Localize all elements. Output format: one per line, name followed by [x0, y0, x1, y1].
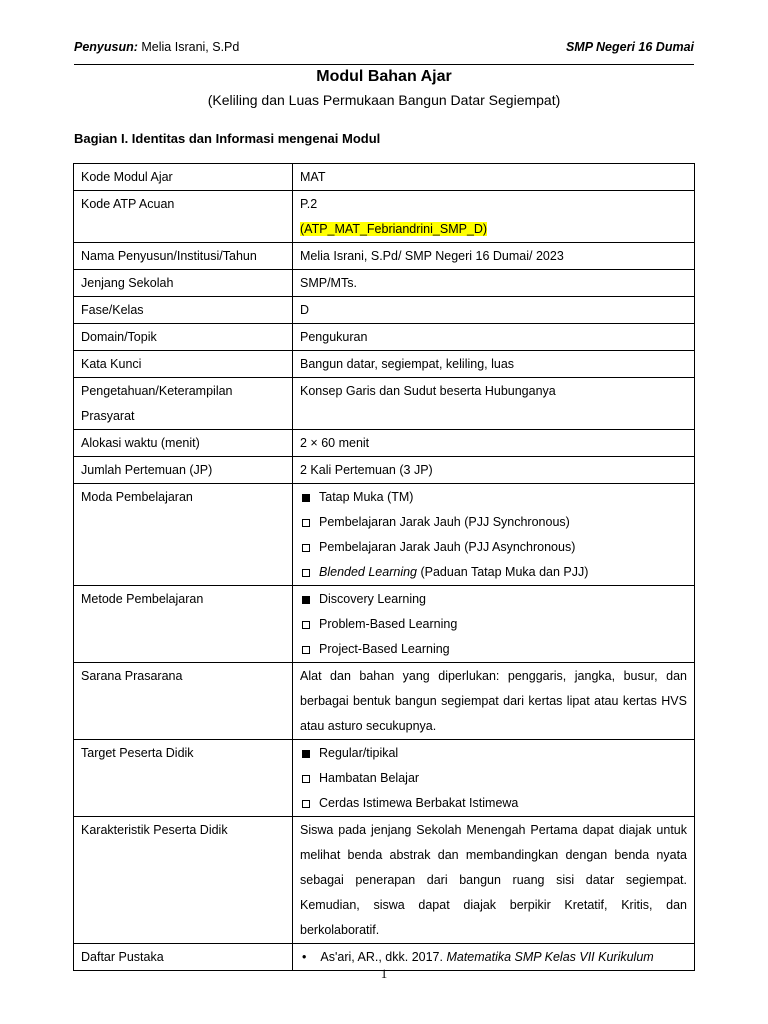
target-option [300, 791, 687, 816]
row-value: D [293, 297, 695, 324]
row-label: Alokasi waktu (menit) [74, 430, 293, 457]
author-label: Penyusun: [74, 40, 138, 54]
module-identity-table [73, 163, 695, 971]
option-label: Pembelajaran Jarak Jauh (PJJ Asynchronous) [319, 540, 576, 554]
row-value: Siswa pada jenjang Sekolah Menengah Pertama dapat diajak untuk melihat benda abstrak dan membandingkan dengan benda nyata sebagai penerapan dari bangun ruang sisi datar segiempat. Kemudian, siswa dapat diajak berpikir Kretatif, Kritis, dan berkolaboratif. [293, 817, 695, 944]
empty-checkbox-icon [302, 519, 310, 527]
row-label: Kode Modul Ajar [74, 164, 293, 191]
row-label: Jenjang Sekolah [74, 270, 293, 297]
table-row [74, 351, 695, 378]
row-value: MAT [293, 164, 695, 191]
section-heading: Bagian I. Identitas dan Informasi mengenai Modul [74, 131, 381, 146]
row-value: Pengukuran [293, 324, 695, 351]
option-label: Tatap Muka (TM) [319, 490, 414, 504]
empty-checkbox-icon [302, 544, 310, 552]
author-info [74, 40, 239, 54]
school-name: SMP Negeri 16 Dumai [565, 40, 694, 54]
row-label: Daftar Pustaka [74, 944, 293, 971]
row-label: Nama Penyusun/Institusi/Tahun [74, 243, 293, 270]
row-label: Jumlah Pertemuan (JP) [74, 457, 293, 484]
empty-checkbox-icon [302, 646, 310, 654]
reference-text: As'ari, AR., dkk. 2017. [320, 950, 447, 964]
row-label: Moda Pembelajaran [74, 484, 293, 586]
checked-checkbox-icon [302, 596, 310, 604]
metode-option [300, 587, 687, 612]
atp-code: P.2 [300, 197, 318, 211]
table-row [74, 164, 695, 191]
document-title: Modul Bahan Ajar [316, 68, 452, 85]
row-value: Konsep Garis dan Sudut beserta Hubunganya [293, 378, 695, 430]
option-label: Pembelajaran Jarak Jauh (PJJ Synchronous) [319, 515, 570, 529]
table-row [74, 817, 695, 944]
row-label [74, 378, 293, 430]
option-label: Discovery Learning [319, 592, 426, 606]
row-value: SMP/MTs. [293, 270, 695, 297]
bullet-icon: • [302, 950, 307, 964]
row-label: Domain/Topik [74, 324, 293, 351]
empty-checkbox-icon [302, 621, 310, 629]
row-label: Metode Pembelajaran [74, 586, 293, 663]
row-value: Alat dan bahan yang diperlukan: penggaris, jangka, busur, dan berbagai bentuk bangun segiempat dari kertas lipat atau kertas HVS atau asturo secukupnya. [293, 663, 695, 740]
table-row [74, 324, 695, 351]
option-label: Hambatan Belajar [319, 771, 420, 785]
target-option [300, 766, 687, 791]
row-label: Fase/Kelas [74, 297, 293, 324]
row-label-line: Prasyarat [81, 409, 135, 423]
row-value [293, 191, 695, 243]
table-row [74, 740, 695, 817]
moda-option [300, 535, 687, 560]
row-label: Kode ATP Acuan [74, 191, 293, 243]
row-value: Bangun datar, segiempat, keliling, luas [293, 351, 695, 378]
row-label: Kata Kunci [74, 351, 293, 378]
empty-checkbox-icon [302, 800, 310, 808]
row-value [293, 586, 695, 663]
option-label: Project-Based Learning [319, 642, 450, 656]
checked-checkbox-icon [302, 750, 310, 758]
document-subtitle: (Keliling dan Luas Permukaan Bangun Datar Segiempat) [207, 92, 561, 108]
metode-option [300, 612, 687, 637]
author-name: Melia Israni, S.Pd [141, 40, 240, 54]
page-header [74, 40, 694, 65]
option-label: Regular/tipikal [319, 746, 399, 760]
row-value: 2 Kali Pertemuan (3 JP) [293, 457, 695, 484]
table-row [74, 243, 695, 270]
option-label: Cerdas Istimewa Berbakat Istimewa [319, 796, 519, 810]
row-label: Sarana Prasarana [74, 663, 293, 740]
row-value: 2 × 60 menit [293, 430, 695, 457]
row-value [293, 740, 695, 817]
empty-checkbox-icon [302, 569, 310, 577]
moda-option [300, 485, 687, 510]
reference-book-title: Matematika SMP Kelas VII Kurikulum [446, 950, 654, 964]
row-label: Target Peserta Didik [74, 740, 293, 817]
table-row [74, 270, 695, 297]
page-number: 1 [380, 966, 388, 981]
table-row [74, 457, 695, 484]
table-row [74, 663, 695, 740]
table-row [74, 378, 695, 430]
row-value [293, 484, 695, 586]
table-row [74, 191, 695, 243]
moda-option [300, 510, 687, 535]
row-value: Melia Israni, S.Pd/ SMP Negeri 16 Dumai/ 2023 [293, 243, 695, 270]
table-row [74, 586, 695, 663]
metode-option [300, 637, 687, 662]
moda-option [300, 560, 687, 585]
checked-checkbox-icon [302, 494, 310, 502]
table-row [74, 484, 695, 586]
table-row [74, 297, 695, 324]
option-label-italic: Blended Learning [319, 565, 417, 579]
target-option [300, 741, 687, 766]
row-label-line: Pengetahuan/Keterampilan [81, 384, 233, 398]
table-row [74, 430, 695, 457]
atp-reference-highlight: (ATP_MAT_Febriandrini_SMP_D) [300, 222, 488, 236]
row-label: Karakteristik Peserta Didik [74, 817, 293, 944]
empty-checkbox-icon [302, 775, 310, 783]
option-label: (Paduan Tatap Muka dan PJJ) [417, 565, 589, 579]
option-label: Problem-Based Learning [319, 617, 458, 631]
